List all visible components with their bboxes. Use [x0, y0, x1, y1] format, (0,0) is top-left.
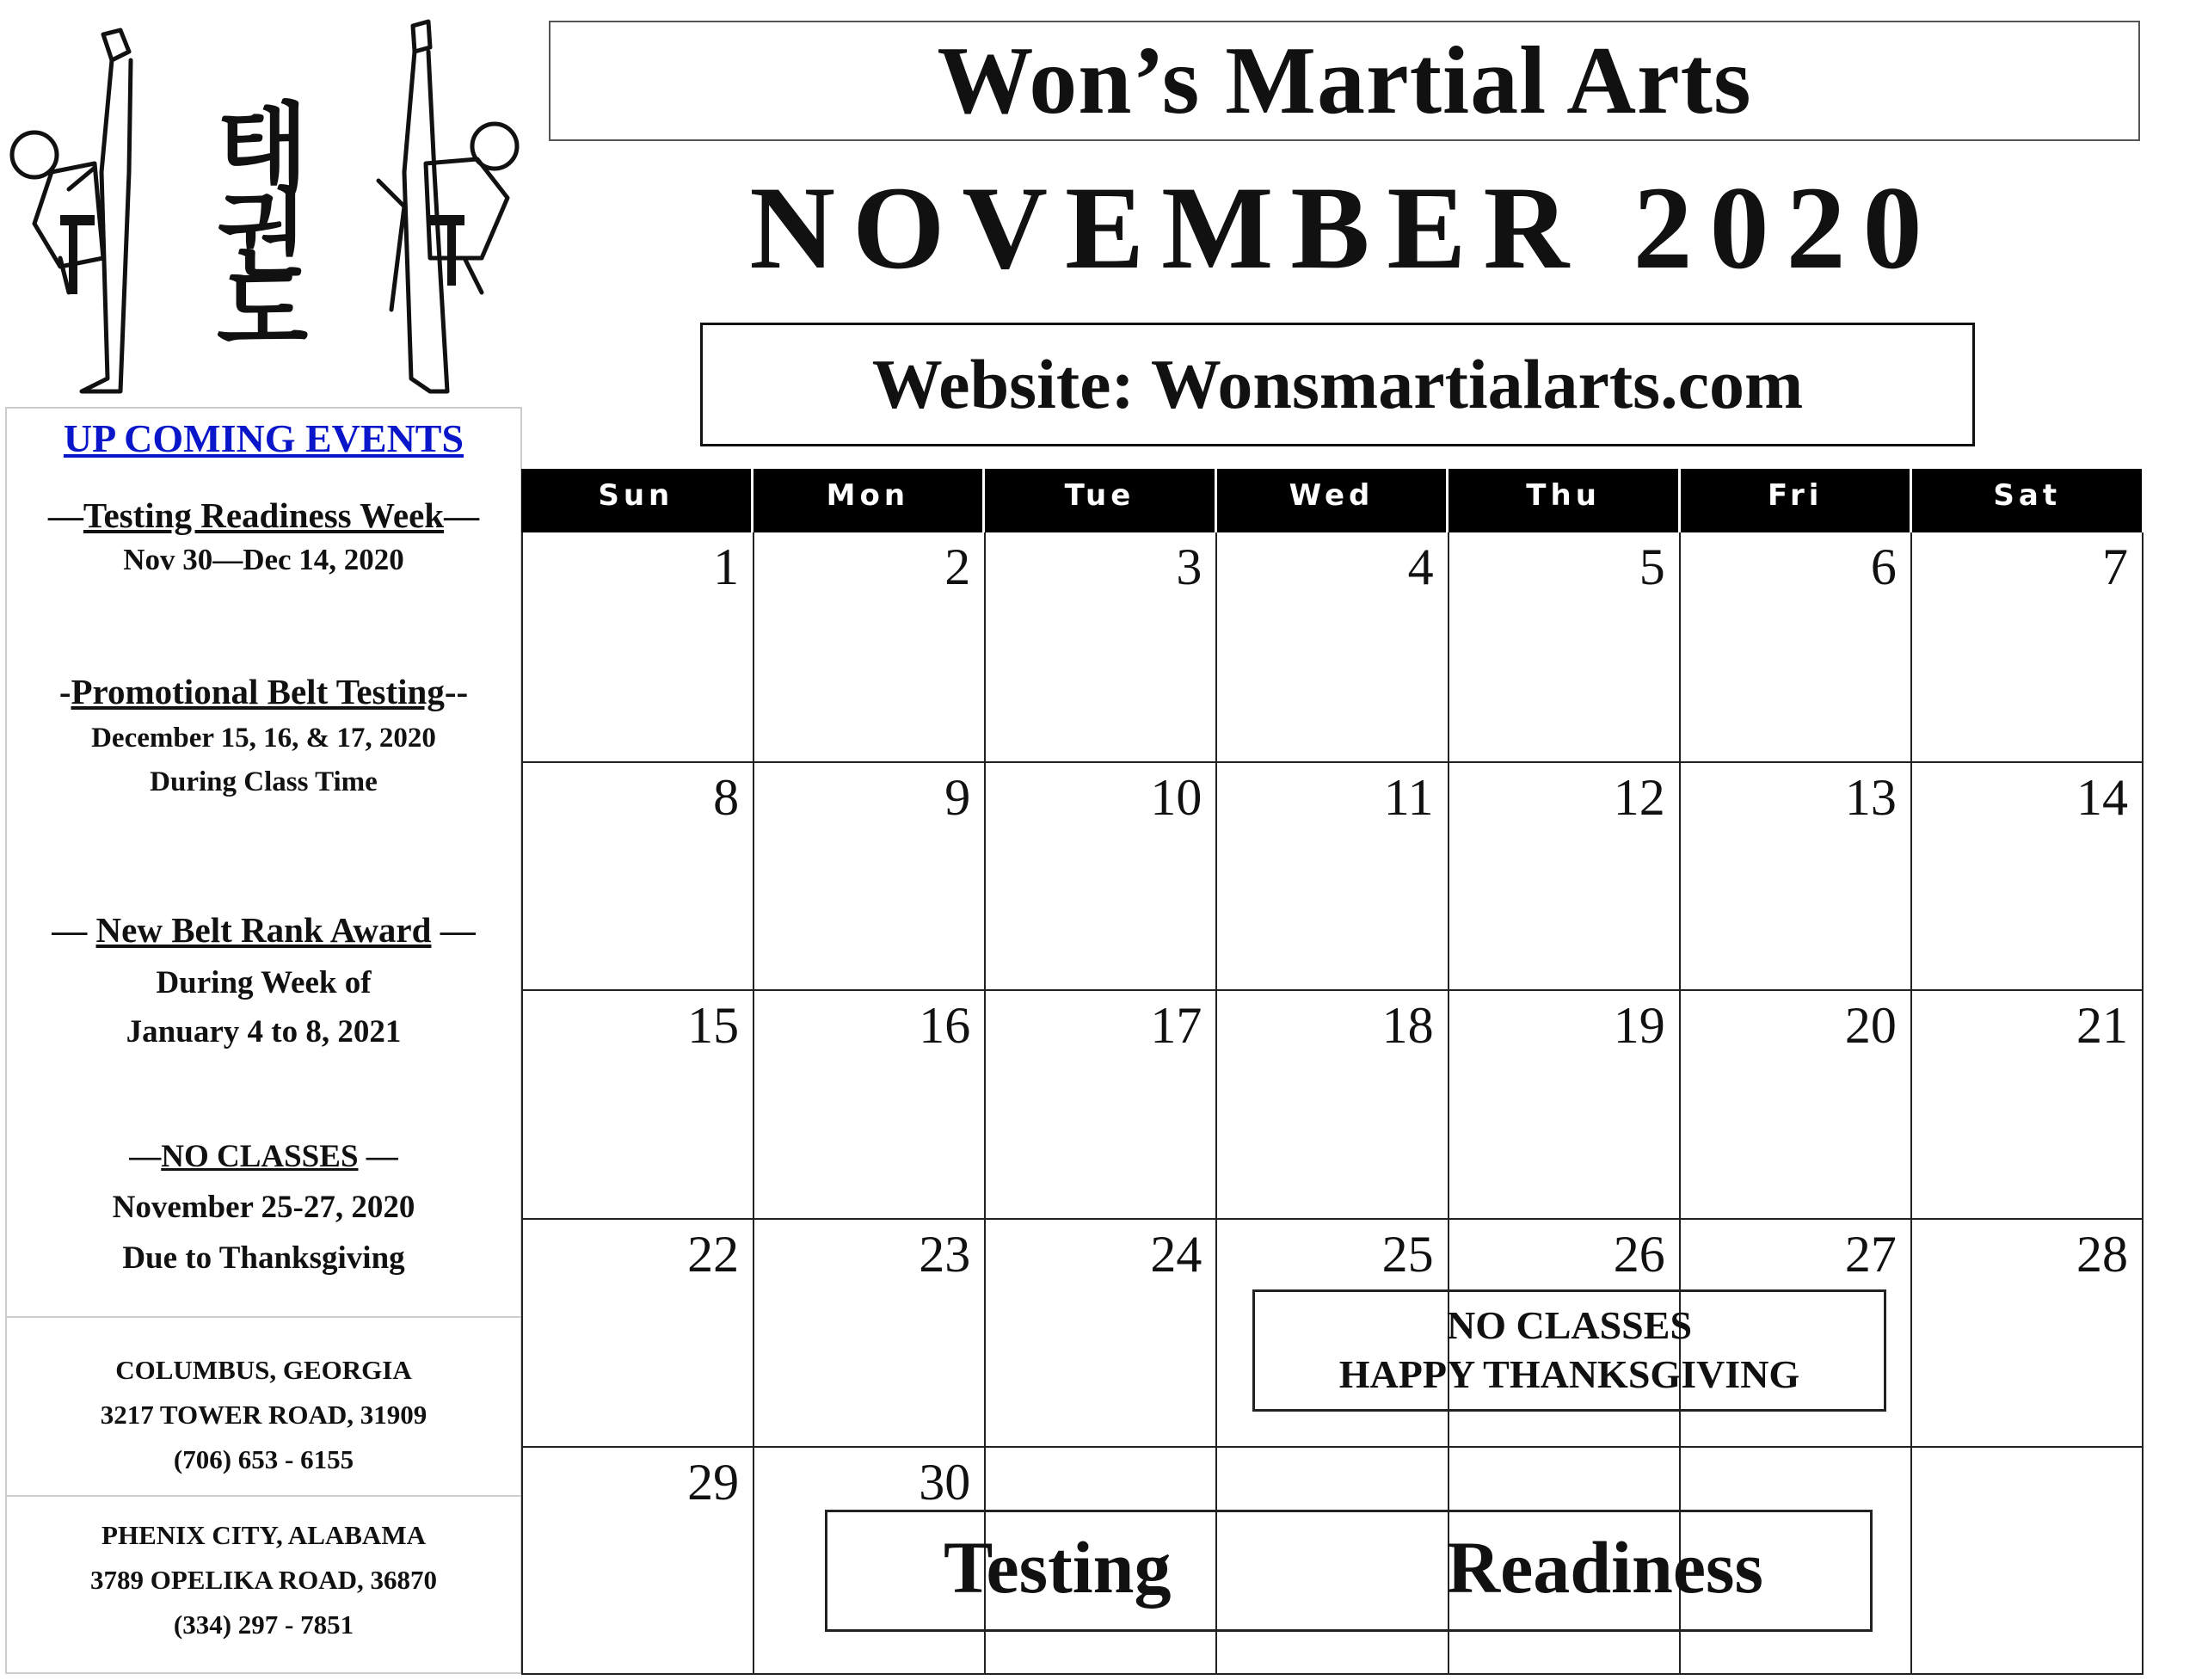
day-number: 11 [1383, 768, 1434, 826]
day-header-mon: Mon [753, 469, 986, 532]
day-number: 8 [713, 768, 740, 826]
calendar-day-cell [521, 532, 754, 761]
calendar-day-cell [984, 1218, 1217, 1447]
event-title: NO CLASSES [161, 1139, 359, 1174]
location-city: COLUMBUS, GEORGIA [115, 1355, 412, 1385]
location-columbus [7, 1348, 520, 1482]
location-address: 3789 OPELIKA ROAD, 36870 [89, 1565, 438, 1595]
day-number: 19 [1613, 997, 1665, 1055]
calendar-day-cell [1910, 532, 2144, 761]
location-phenix-city [7, 1513, 520, 1647]
note-word: Testing [944, 1526, 1172, 1609]
sidebar [5, 407, 522, 1674]
calendar-day-cell [1679, 532, 1912, 761]
event-promotional-belt-testing: -Promotional Belt Testing-- December 15, 16, & 17, 2020 During Class Time [7, 671, 520, 798]
calendar-day-cell [1448, 989, 1681, 1218]
day-number: 29 [687, 1454, 740, 1511]
divider [7, 1316, 520, 1318]
day-number: 2 [944, 538, 971, 595]
day-number: 16 [919, 997, 971, 1055]
calendar-day-cell [1910, 1446, 2144, 1675]
calendar-day-cell [1679, 989, 1912, 1218]
day-number: 28 [2076, 1225, 2128, 1283]
event-title: Promotional Belt Testing [71, 672, 445, 711]
upcoming-events [7, 409, 520, 1316]
calendar-day-cell [984, 989, 1217, 1218]
day-number: 7 [2101, 538, 2128, 595]
website-label: Website: Wonsmartialarts.com [871, 345, 1804, 423]
calendar-header [521, 469, 2142, 532]
day-number: 20 [1844, 997, 1897, 1055]
event-testing-readiness: —Testing Readiness Week— Nov 30—Dec 14, 2020 [7, 495, 520, 577]
day-header-sat: Sat [1993, 478, 2062, 513]
calendar-day-cell [1910, 1218, 2144, 1447]
day-number: 24 [1150, 1225, 1202, 1283]
event-line: Due to Thanksgiving [122, 1240, 405, 1276]
day-number: 26 [1613, 1225, 1665, 1283]
day-number: 25 [1381, 1225, 1434, 1283]
calendar-grid [521, 532, 2142, 1675]
event-no-classes: —NO CLASSES — November 25-27, 2020 Due to Thanksgiving [7, 1138, 520, 1277]
month-title: NOVEMBER 2020 [749, 162, 1940, 293]
event-line: During Week of [156, 965, 372, 1000]
day-number: 10 [1150, 768, 1202, 826]
event-line: Nov 30—Dec 14, 2020 [123, 543, 404, 576]
day-number: 12 [1613, 768, 1665, 826]
page-title: Won’s Martial Arts [937, 27, 1752, 134]
location-phone: (706) 653 - 6155 [173, 1444, 354, 1474]
day-number: 23 [919, 1225, 971, 1283]
note-line: NO CLASSES [1446, 1303, 1693, 1347]
day-number: 4 [1407, 538, 1434, 595]
note-word: Readiness [1447, 1526, 1763, 1609]
calendar-day-cell [1448, 532, 1681, 761]
calendar [521, 469, 2142, 1675]
event-new-belt-rank: — New Belt Rank Award — During Week of January 4 to 8, 2021 [7, 909, 520, 1050]
calendar-day-cell [1448, 761, 1681, 990]
calendar-day-cell [521, 1218, 754, 1447]
day-number: 14 [2076, 768, 2128, 826]
calendar-day-cell [521, 989, 754, 1218]
day-number: 21 [2076, 997, 2128, 1055]
calendar-day-cell [1215, 761, 1449, 990]
calendar-day-cell [1910, 989, 2144, 1218]
svg-text:도: 도 [216, 256, 309, 366]
event-line: January 4 to 8, 2021 [126, 1014, 402, 1049]
calendar-day-cell [753, 761, 986, 990]
calendar-day-cell [984, 761, 1217, 990]
day-number: 15 [687, 997, 740, 1055]
calendar-day-cell [1215, 532, 1449, 761]
calendar-day-cell [984, 532, 1217, 761]
day-header-thu: Thu [1449, 469, 1681, 532]
day-number: 17 [1150, 997, 1202, 1055]
title-box [549, 21, 2140, 141]
day-number: 22 [687, 1225, 740, 1283]
event-line: During Class Time [150, 766, 378, 797]
day-number: 6 [1870, 538, 1897, 595]
day-header-sun: Sun [521, 469, 753, 532]
calendar-day-cell [1910, 761, 2144, 990]
event-line: December 15, 16, & 17, 2020 [91, 723, 436, 754]
website-box [700, 323, 1975, 446]
calendar-day-cell [1679, 761, 1912, 990]
upcoming-events-heading[interactable]: UP COMING EVENTS [63, 416, 464, 460]
day-number: 30 [919, 1454, 971, 1511]
svg-text:태: 태 [216, 93, 309, 203]
day-number: 18 [1381, 997, 1434, 1055]
day-number: 5 [1639, 538, 1665, 595]
testing-readiness-note [825, 1510, 1873, 1632]
calendar-day-cell [521, 1446, 754, 1675]
location-phone: (334) 297 - 7851 [173, 1609, 354, 1640]
day-number: 27 [1844, 1225, 1897, 1283]
event-line: November 25-27, 2020 [112, 1190, 415, 1225]
location-city: PHENIX CITY, ALABAMA [101, 1520, 426, 1550]
svg-text:권: 권 [216, 179, 309, 289]
day-number: 13 [1844, 768, 1897, 826]
day-number: 9 [944, 768, 971, 826]
day-header-wed: Wed [1217, 469, 1449, 532]
calendar-day-cell [753, 532, 986, 761]
day-number: 1 [713, 538, 740, 595]
event-title: New Belt Rank Award [95, 910, 432, 950]
calendar-day-cell [521, 761, 754, 990]
location-address: 3217 TOWER ROAD, 31909 [100, 1400, 427, 1430]
thanksgiving-note [1252, 1289, 1886, 1412]
day-header-tue: Tue [985, 469, 1217, 532]
divider [7, 1495, 520, 1497]
note-line: HAPPY THANKSGIVING [1338, 1352, 1800, 1396]
calendar-day-cell [753, 989, 986, 1218]
calendar-day-cell [753, 1218, 986, 1447]
taekwondo-kick-figures-logo [0, 0, 533, 404]
day-header-fri: Fri [1681, 469, 1913, 532]
day-number: 3 [1176, 538, 1202, 595]
calendar-day-cell [1215, 989, 1449, 1218]
event-title: Testing Readiness Week [83, 495, 445, 535]
